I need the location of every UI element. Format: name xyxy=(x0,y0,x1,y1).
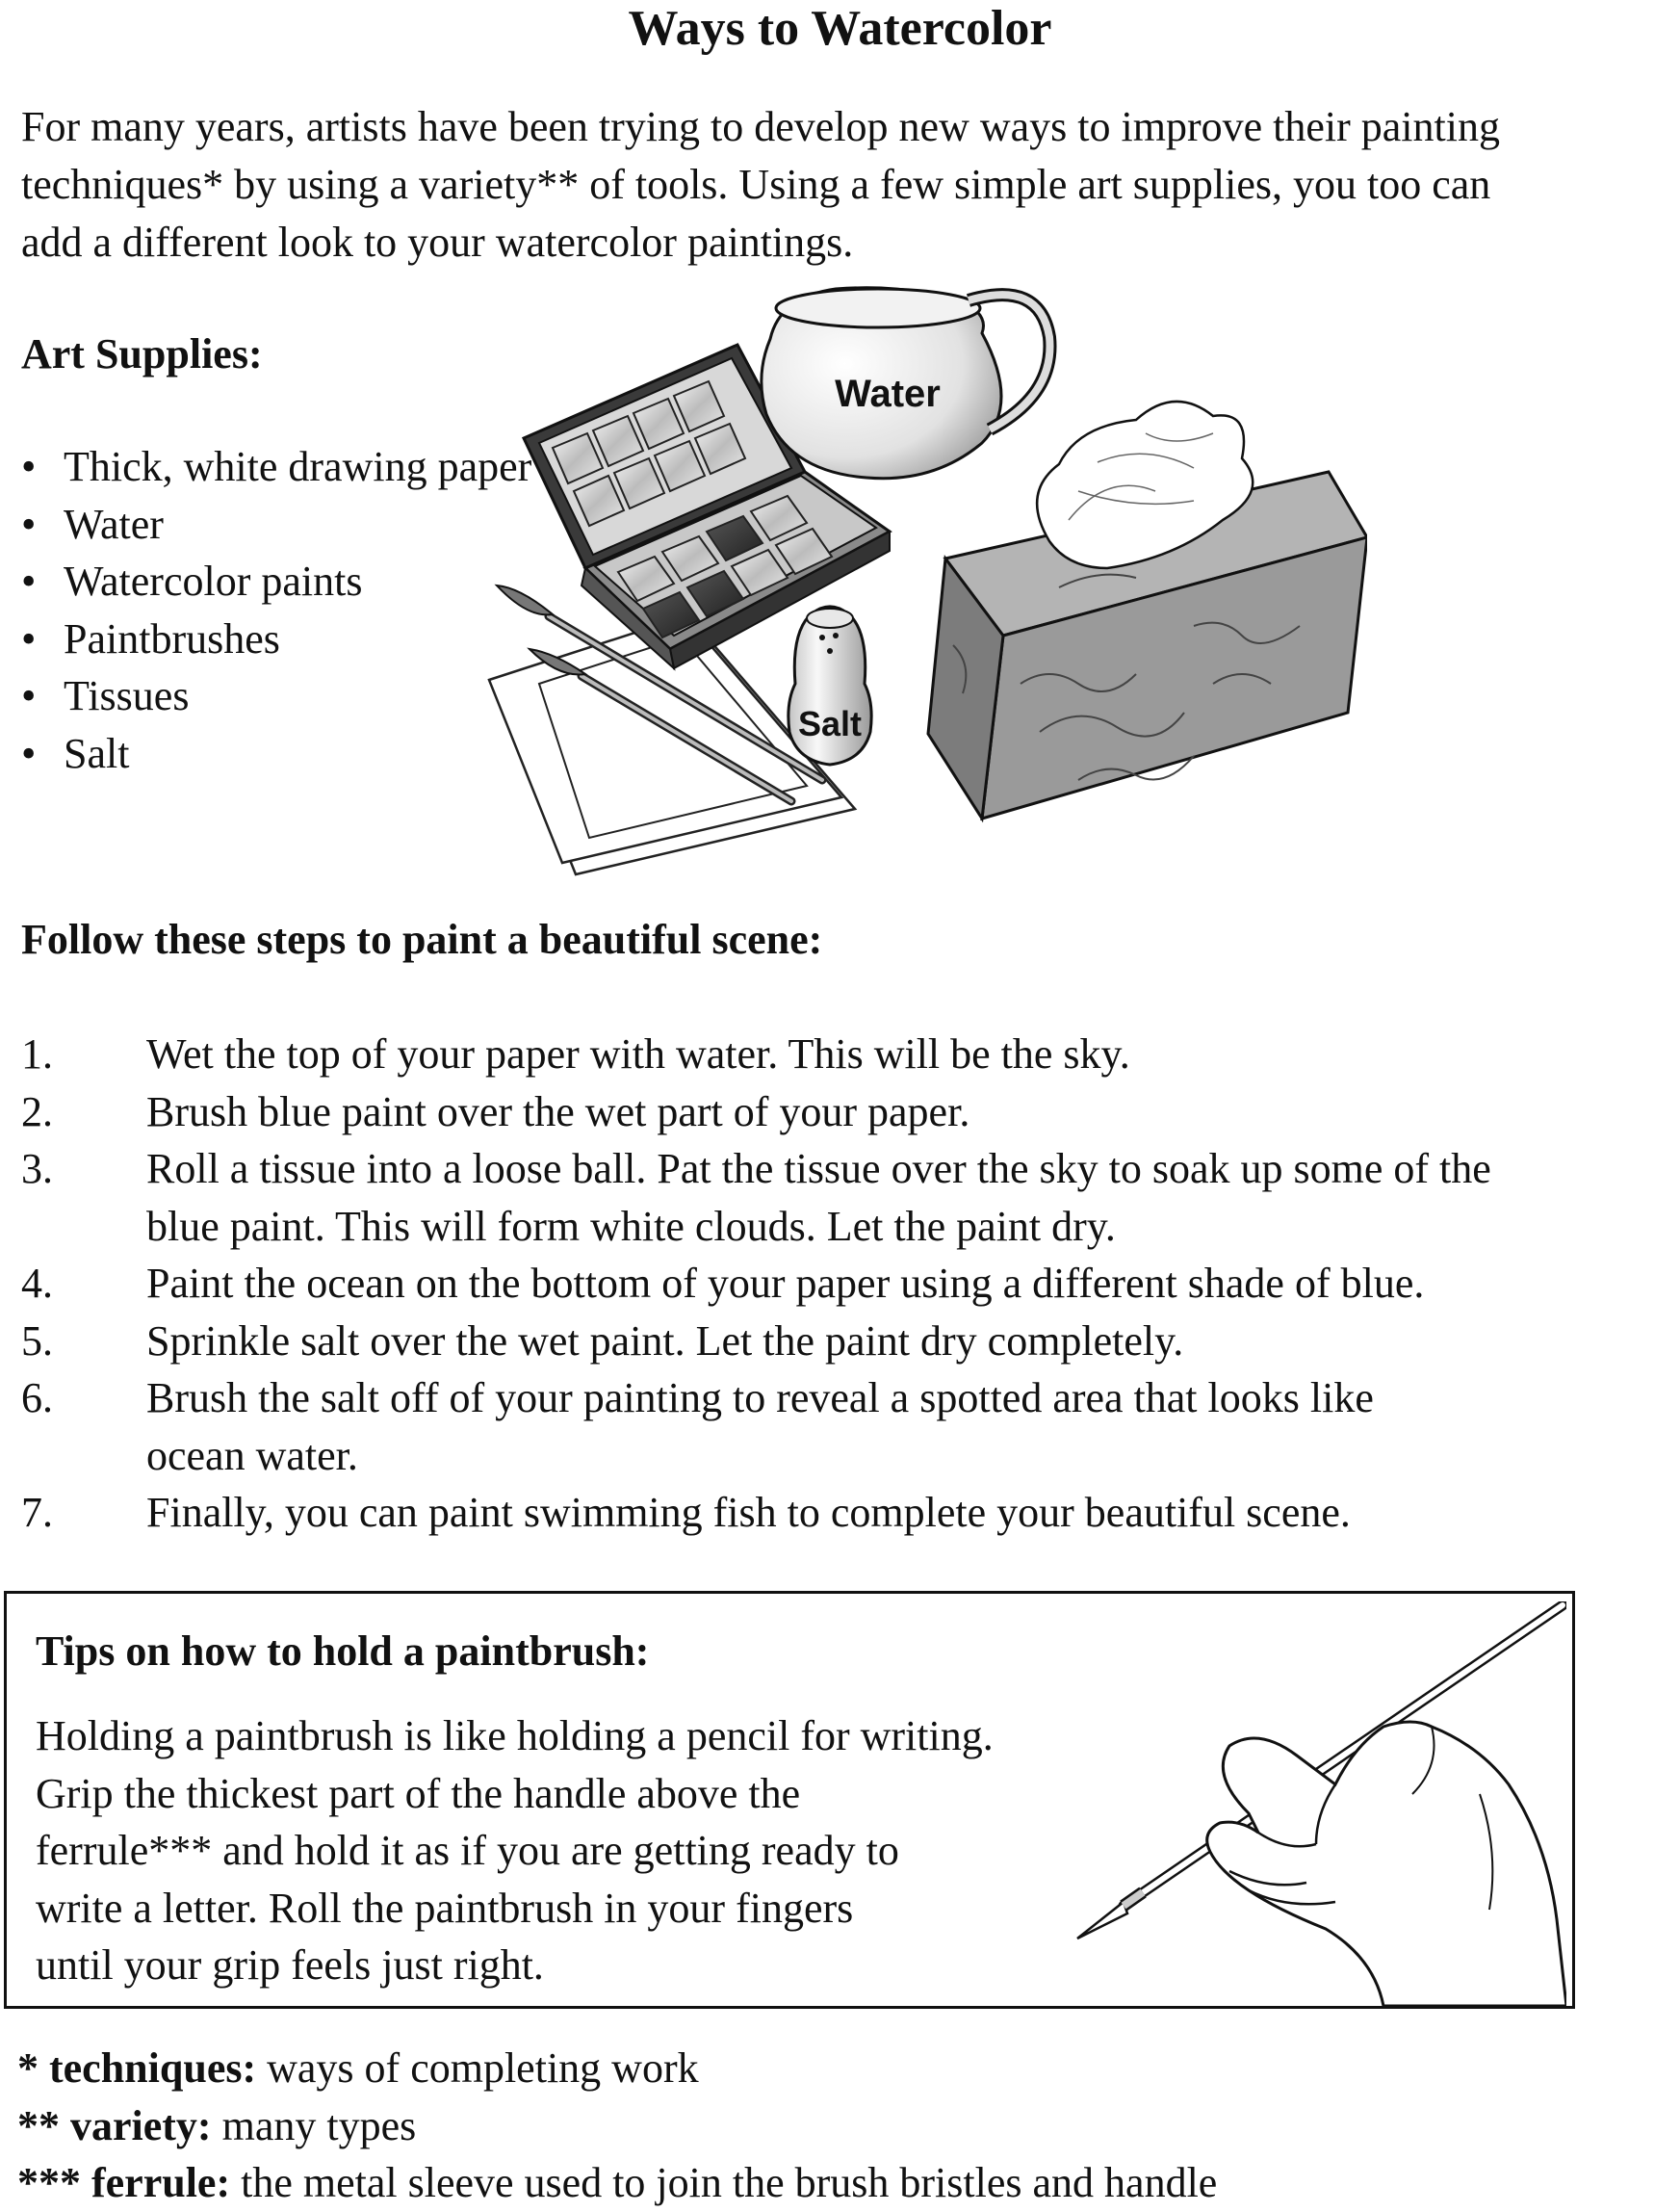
shaker-label: Salt xyxy=(797,704,863,743)
step-text: ocean water. xyxy=(146,1431,358,1479)
supply-label: Tissues xyxy=(64,672,190,719)
step-text: Finally, you can paint swimming fish to complete your beautiful scene. xyxy=(146,1489,1351,1536)
tips-heading: Tips on how to hold a paintbrush: xyxy=(36,1627,650,1675)
salt-shaker xyxy=(788,607,871,765)
step-text: Roll a tissue into a loose ball. Pat the tissue over the sky to soak up some of the xyxy=(146,1145,1491,1192)
footnote xyxy=(17,2040,1673,2097)
bullet: • xyxy=(21,729,37,777)
bullet: • xyxy=(21,614,37,663)
footnotes xyxy=(17,2040,1673,2212)
bullet: • xyxy=(21,443,37,490)
supplies-list xyxy=(21,438,531,782)
step-number: 3. xyxy=(21,1145,53,1192)
supply-label: Watercolor paints xyxy=(64,558,363,605)
step-text: Wet the top of your paper with water. This will be the sky. xyxy=(146,1030,1130,1078)
step-number: 1. xyxy=(21,1030,53,1078)
pitcher-label: Water xyxy=(835,373,941,415)
list-item xyxy=(21,667,531,725)
footnote-marker: *** xyxy=(17,2159,81,2206)
tips-paragraph xyxy=(36,1707,1114,1994)
tips-line: until your grip feels just right. xyxy=(36,1941,544,1989)
footnote-term: ferrule: xyxy=(91,2159,231,2206)
bullet: • xyxy=(21,558,37,605)
list-item xyxy=(21,496,531,554)
page-title: Ways to Watercolor xyxy=(628,1,1052,56)
list-item xyxy=(21,1313,1658,1370)
step-text: blue paint. This will form white clouds. Let the paint dry. xyxy=(146,1202,1116,1250)
intro-line: For many years, artists have been trying to develop new ways to improve their painting xyxy=(21,103,1500,150)
bullet: • xyxy=(21,672,37,719)
hand-holding-brush-illustration xyxy=(1027,1601,1566,2006)
tips-box xyxy=(4,1591,1575,2009)
list-item xyxy=(21,1484,1658,1542)
footnote-definition: the metal sleeve used to join the brush bristles and handle xyxy=(241,2159,1218,2206)
step-number: 7. xyxy=(21,1489,53,1536)
tips-line: write a letter. Roll the paintbrush in your fingers xyxy=(36,1884,854,1932)
step-text: Sprinkle salt over the wet paint. Let the paint dry completely. xyxy=(146,1316,1184,1365)
list-item xyxy=(21,725,531,783)
supply-label: Thick, white drawing paper xyxy=(64,443,532,490)
tissue-box xyxy=(928,402,1367,819)
bullet: • xyxy=(21,500,37,548)
supply-label: Water xyxy=(64,500,164,548)
step-number: 4. xyxy=(21,1260,53,1307)
footnote-marker: ** xyxy=(17,2101,60,2149)
list-item xyxy=(21,611,531,668)
list-item xyxy=(21,1026,1658,1083)
art-supplies-illustration xyxy=(481,279,1367,896)
supplies-heading: Art Supplies: xyxy=(21,330,263,377)
steps-heading: Follow these steps to paint a beautiful scene: xyxy=(21,916,823,963)
list-item xyxy=(21,438,531,496)
list-item xyxy=(21,1255,1658,1313)
list-item xyxy=(21,1369,1658,1484)
intro-paragraph xyxy=(21,98,1677,272)
list-item xyxy=(21,1140,1658,1255)
steps-list xyxy=(21,1026,1658,1542)
supply-label: Paintbrushes xyxy=(64,614,280,663)
footnote-definition: many types xyxy=(221,2101,417,2149)
tips-line: ferrule*** and hold it as if you are getting ready to xyxy=(36,1827,899,1874)
footnote xyxy=(17,2097,1673,2155)
water-pitcher xyxy=(762,288,1050,479)
step-number: 5. xyxy=(21,1316,53,1365)
list-item xyxy=(21,1083,1658,1141)
intro-line: techniques* by using a variety** of tools. Using a few simple art supplies, you too can xyxy=(21,161,1491,208)
step-text: Paint the ocean on the bottom of your paper using a different shade of blue. xyxy=(146,1260,1425,1307)
footnote-marker: * xyxy=(17,2044,39,2092)
footnote-term: variety: xyxy=(70,2101,212,2149)
supply-label: Salt xyxy=(64,729,130,777)
step-text: Brush the salt off of your painting to reveal a spotted area that looks like xyxy=(146,1374,1374,1421)
footnote-term: techniques: xyxy=(49,2044,257,2092)
list-item xyxy=(21,553,531,611)
footnote-definition: ways of completing work xyxy=(267,2044,699,2092)
intro-line: add a different look to your watercolor paintings. xyxy=(21,219,854,266)
step-text: Brush blue paint over the wet part of your paper. xyxy=(146,1087,970,1135)
step-number: 6. xyxy=(21,1374,53,1421)
step-number: 2. xyxy=(21,1087,53,1135)
tips-line: Grip the thickest part of the handle above the xyxy=(36,1769,801,1817)
tips-line: Holding a paintbrush is like holding a pencil for writing. xyxy=(36,1712,994,1759)
footnote xyxy=(17,2154,1673,2212)
